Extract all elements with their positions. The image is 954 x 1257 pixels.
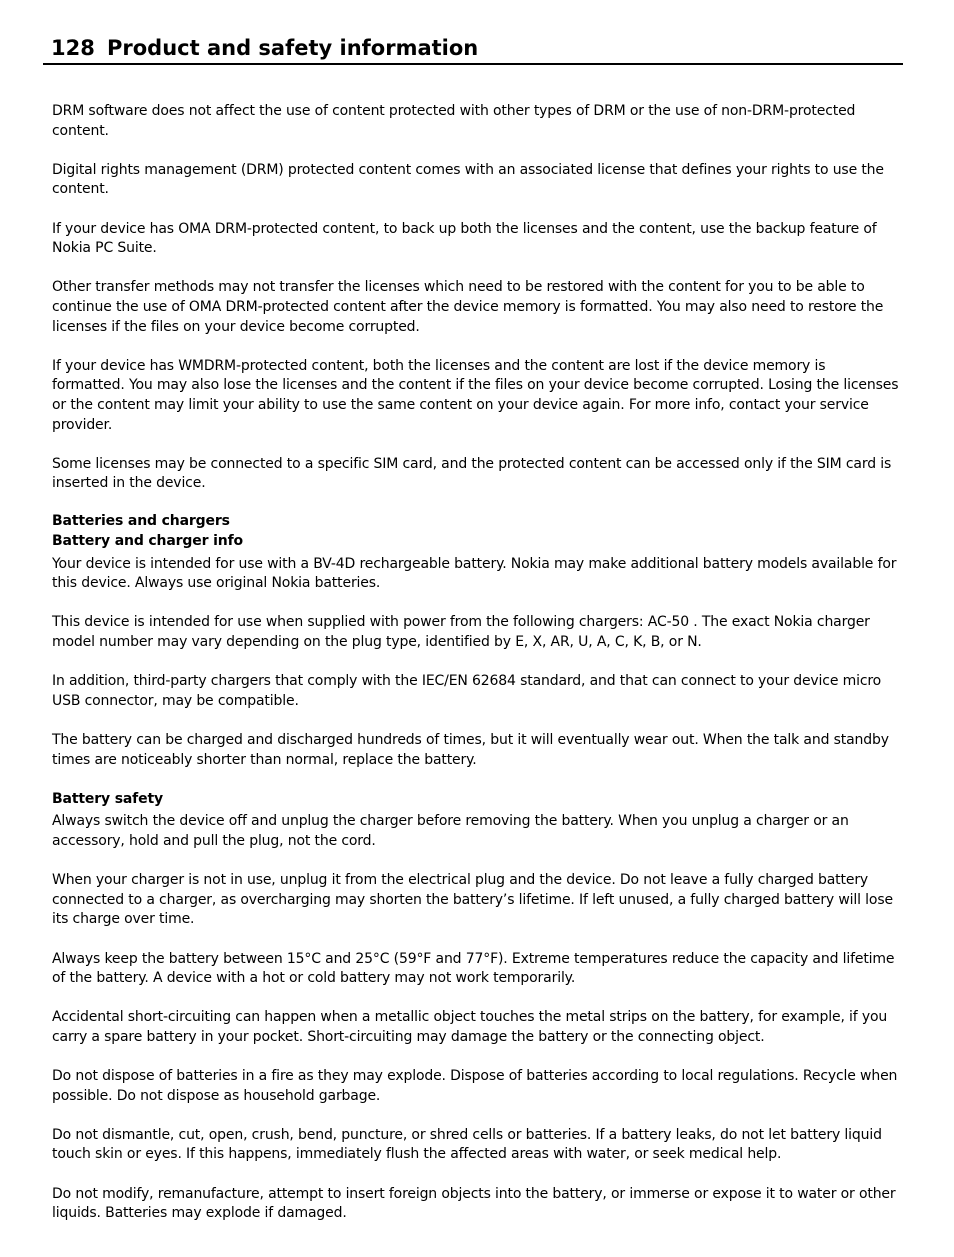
drm-paragraph: If your device has WMDRM-protected content, both the licenses and the content are lost if the device memory is formatted. You may also lose the licenses and the content if the files on your device become corrupted. Losing the licenses or the content may limit your ability to use the same content on your device again. For more info, contact your service provider. (52, 357, 899, 433)
subsection-heading-battery-and-charger-info: Battery and charger info (52, 533, 243, 550)
battery-safety-paragraph: Accidental short-circuiting can happen when a metallic object touches the metal strips on the battery, for example, if you carry a spare battery in your pocket. Short-circuiting may damage the battery or the connecting object. (52, 1009, 888, 1045)
battery-info-paragraph: Your device is intended for use with a BV-4D rechargeable battery. Nokia may make additional battery models available for this device. Always use original Nokia batteries. (52, 555, 897, 592)
page-title: Product and safety information (107, 36, 479, 60)
battery-safety-paragraph: Always switch the device off and unplug the charger before removing the battery. When you unplug a charger or an accessory, hold and pull the plug, not the cord. (52, 813, 849, 849)
battery-info-paragraph: The battery can be charged and discharged hundreds of times, but it will eventually wear out. When the talk and standby times are noticeably shorter than normal, replace the battery. (52, 732, 889, 768)
battery-info-paragraph: This device is intended for use when supplied with power from the following chargers: AC-50 . The exact Nokia charger model number may vary depending on the plug type, identified by E, X, AR, U, A, C, K, B, or N. (52, 614, 870, 651)
drm-paragraph: Some licenses may be connected to a specific SIM card, and the protected content can be accessed only if the SIM card is inserted in the device. (52, 455, 892, 492)
drm-paragraph: If your device has OMA DRM-protected content, to back up both the licenses and the content, use the backup feature of Nokia PC Suite. (52, 220, 877, 257)
page-content (52, 102, 900, 1243)
subsection-heading-battery-safety: Battery safety (52, 790, 163, 807)
section-heading-batteries-and-chargers: Batteries and chargers (52, 513, 230, 530)
drm-paragraph: DRM software does not affect the use of content protected with other types of DRM or the use of non-DRM-protected content. (52, 103, 856, 139)
battery-safety-paragraph: Do not dismantle, cut, open, crush, bend, puncture, or shred cells or batteries. If a battery leaks, do not let battery liquid touch skin or eyes. If this happens, immediately flush the affected areas with water, or seek medical help. (52, 1126, 882, 1163)
battery-safety-paragraph: Always keep the battery between 15°C and 25°C (59°F and 77°F). Extreme temperatures reduce the capacity and lifetime of the battery. A device with a hot or cold battery may not work temporarily. (52, 950, 895, 987)
battery-safety-paragraph: When your charger is not in use, unplug it from the electrical plug and the device. Do not leave a fully charged battery connected to a charger, as overcharging may shorten the battery’s lifetime. If left unused, a fully charged battery will lose its charge over time. (52, 872, 893, 928)
battery-info-paragraph: In addition, third-party chargers that comply with the IEC/EN 62684 standard, and that can connect to your device micro USB connector, may be compatible. (52, 673, 882, 709)
battery-safety-paragraph: Do not modify, remanufacture, attempt to insert foreign objects into the battery, or immerse or expose it to water or other liquids. Batteries may explode if damaged. (52, 1185, 896, 1222)
drm-paragraph: Other transfer methods may not transfer the licenses which need to be restored with the content for you to be able to continue the use of OMA DRM-protected content after the device memory is formatted. You may also need to restore the licenses if the files on your device become corrupted. (52, 279, 884, 335)
page-number: 128 (51, 36, 95, 60)
drm-paragraph: Digital rights management (DRM) protected content comes with an associated license that defines your rights to use the content. (52, 161, 884, 198)
battery-safety-paragraph: Do not dispose of batteries in a fire as they may explode. Dispose of batteries according to local regulations. Recycle when possible. Do not dispose as household garbage. (52, 1068, 898, 1104)
page-header (43, 34, 903, 65)
